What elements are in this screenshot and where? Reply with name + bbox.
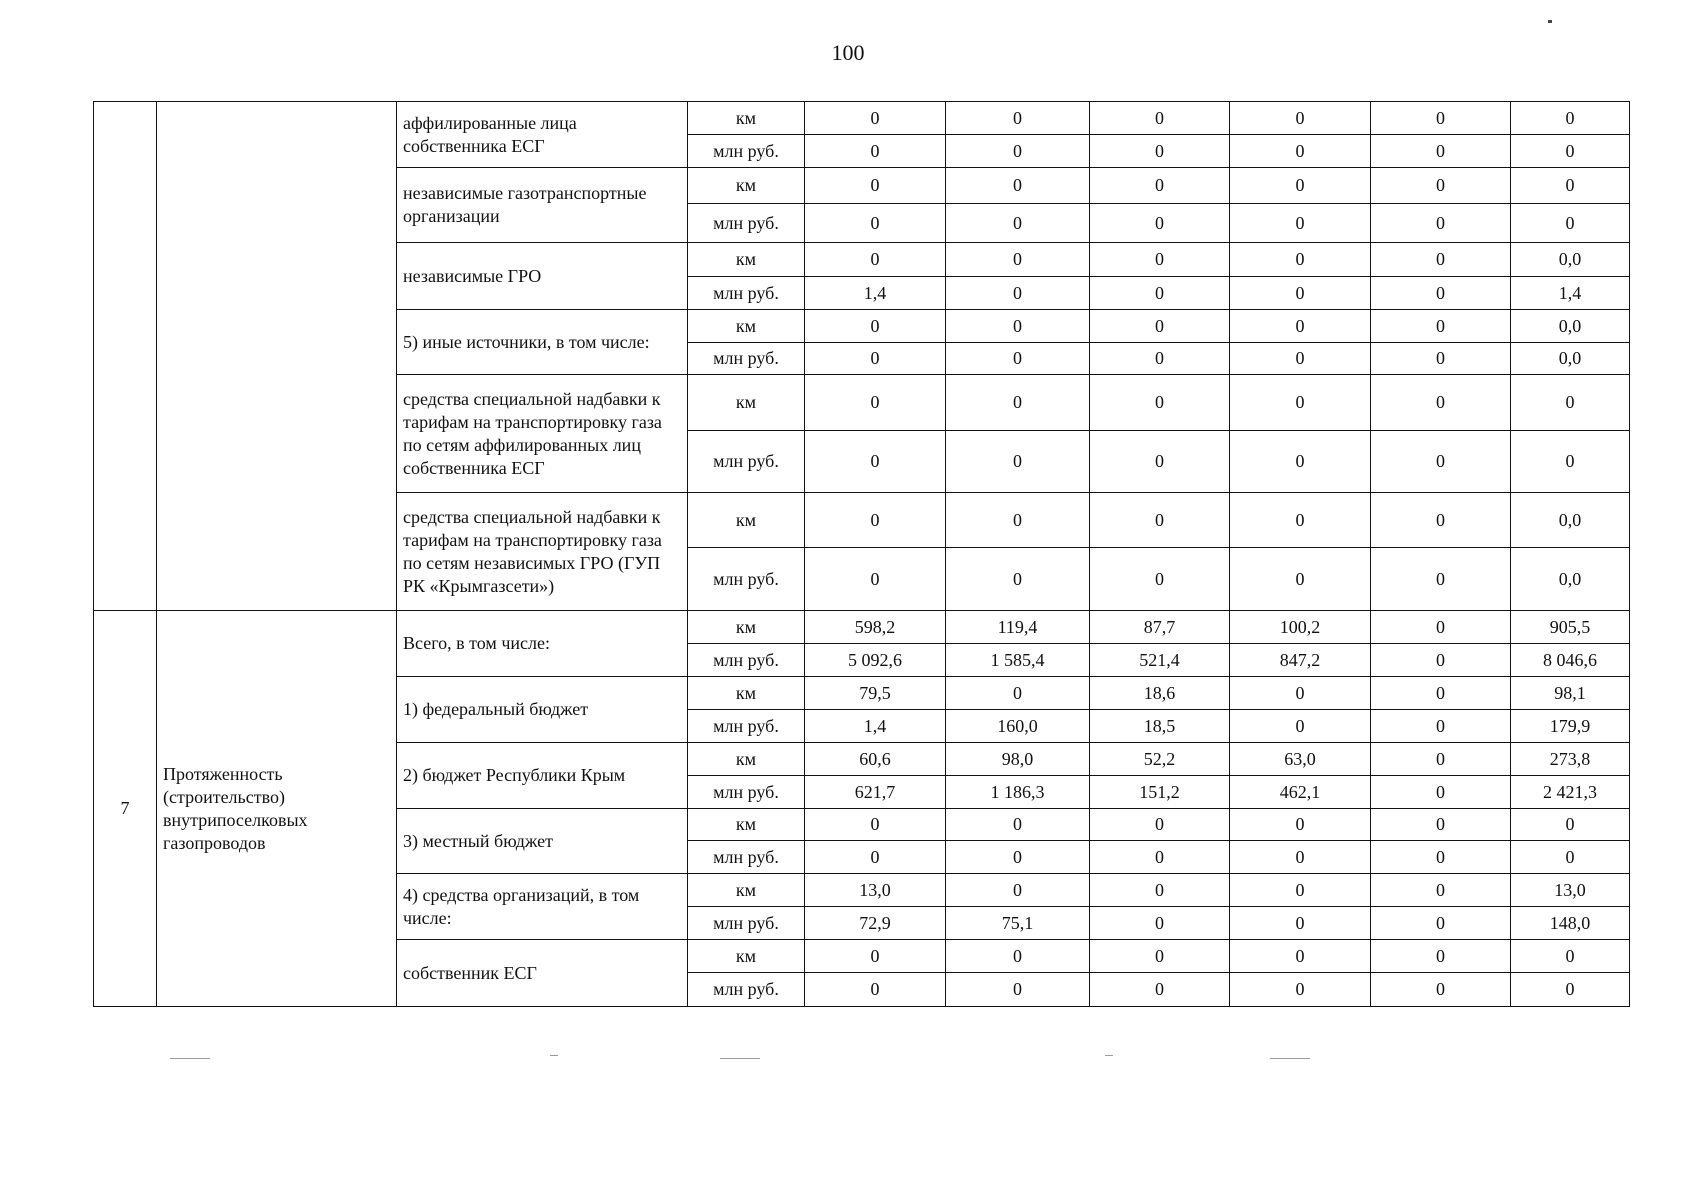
value-cell: 0 <box>805 493 946 548</box>
value-cell: 0 <box>1371 102 1511 135</box>
value-cell: 0 <box>1230 243 1371 277</box>
value-cell: 0 <box>1090 135 1230 168</box>
total-value-cell: 0 <box>1511 375 1630 431</box>
value-cell: 0 <box>1371 940 1511 973</box>
value-cell: 0 <box>1230 809 1371 841</box>
value-cell: 0 <box>1371 135 1511 168</box>
value-cell: 75,1 <box>946 907 1090 940</box>
value-cell: 0 <box>805 168 946 204</box>
unit-cell: км <box>688 310 805 343</box>
value-cell: 0 <box>1230 940 1371 973</box>
value-cell: 847,2 <box>1230 644 1371 677</box>
total-value-cell: 0 <box>1511 841 1630 874</box>
value-cell: 0 <box>946 677 1090 710</box>
value-cell: 0 <box>946 102 1090 135</box>
unit-cell: км <box>688 375 805 431</box>
value-cell: 0 <box>946 343 1090 375</box>
value-cell: 72,9 <box>805 907 946 940</box>
value-cell: 0 <box>1371 809 1511 841</box>
total-value-cell: 0,0 <box>1511 310 1630 343</box>
value-cell: 0 <box>1090 841 1230 874</box>
value-cell: 0 <box>946 548 1090 611</box>
unit-cell: млн руб. <box>688 277 805 310</box>
value-cell: 0 <box>805 135 946 168</box>
value-cell: 60,6 <box>805 743 946 776</box>
value-cell: 0 <box>1090 493 1230 548</box>
value-cell: 0 <box>1090 343 1230 375</box>
value-cell: 0 <box>1230 710 1371 743</box>
value-cell: 0 <box>1230 874 1371 907</box>
value-cell: 0 <box>805 973 946 1007</box>
unit-cell: км <box>688 809 805 841</box>
value-cell: 160,0 <box>946 710 1090 743</box>
value-cell: 151,2 <box>1090 776 1230 809</box>
unit-cell: млн руб. <box>688 710 805 743</box>
total-value-cell: 98,1 <box>1511 677 1630 710</box>
row-number-cell: 7 <box>94 611 157 1007</box>
value-cell: 0 <box>1090 973 1230 1007</box>
value-cell: 0 <box>1371 611 1511 644</box>
value-cell: 0 <box>1230 135 1371 168</box>
unit-cell: млн руб. <box>688 431 805 493</box>
value-cell: 87,7 <box>1090 611 1230 644</box>
value-cell: 0 <box>1371 343 1511 375</box>
value-cell: 598,2 <box>805 611 946 644</box>
unit-cell: млн руб. <box>688 204 805 243</box>
funding-source-cell: независимые газотранспортные организации <box>397 168 688 243</box>
value-cell: 0 <box>1371 277 1511 310</box>
value-cell: 0 <box>805 809 946 841</box>
funding-source-cell: средства специальной надбавки к тарифам на транспортировку газа по сетям аффилированных лиц собственника ЕСГ <box>397 375 688 493</box>
value-cell: 0 <box>1230 841 1371 874</box>
value-cell: 0 <box>805 375 946 431</box>
unit-cell: км <box>688 168 805 204</box>
unit-cell: км <box>688 493 805 548</box>
unit-cell: км <box>688 611 805 644</box>
value-cell: 0 <box>1090 907 1230 940</box>
value-cell: 0 <box>1230 168 1371 204</box>
indicator-cell <box>157 102 397 611</box>
value-cell: 462,1 <box>1230 776 1371 809</box>
scan-speck <box>550 1055 558 1056</box>
total-value-cell: 0,0 <box>1511 343 1630 375</box>
unit-cell: млн руб. <box>688 907 805 940</box>
value-cell: 0 <box>1230 310 1371 343</box>
value-cell: 0 <box>946 809 1090 841</box>
value-cell: 0 <box>1371 204 1511 243</box>
unit-cell: млн руб. <box>688 548 805 611</box>
value-cell: 0 <box>946 431 1090 493</box>
scan-speck <box>1105 1055 1113 1056</box>
value-cell: 0 <box>1371 431 1511 493</box>
unit-cell: млн руб. <box>688 841 805 874</box>
funding-source-cell: Всего, в том числе: <box>397 611 688 677</box>
unit-cell: км <box>688 940 805 973</box>
value-cell: 79,5 <box>805 677 946 710</box>
scan-speck <box>1548 20 1552 23</box>
total-value-cell: 0 <box>1511 809 1630 841</box>
unit-cell: км <box>688 102 805 135</box>
total-value-cell: 179,9 <box>1511 710 1630 743</box>
value-cell: 0 <box>1230 677 1371 710</box>
funding-source-cell: 4) средства организаций, в том числе: <box>397 874 688 940</box>
table-row <box>94 102 1630 135</box>
value-cell: 119,4 <box>946 611 1090 644</box>
value-cell: 0 <box>1371 743 1511 776</box>
value-cell: 0 <box>1230 343 1371 375</box>
value-cell: 0 <box>1090 809 1230 841</box>
value-cell: 0 <box>946 841 1090 874</box>
total-value-cell: 0 <box>1511 102 1630 135</box>
table-row <box>94 611 1630 644</box>
value-cell: 0 <box>1230 277 1371 310</box>
funding-source-cell: собственник ЕСГ <box>397 940 688 1007</box>
value-cell: 0 <box>1371 493 1511 548</box>
value-cell: 0 <box>946 874 1090 907</box>
total-value-cell: 2 421,3 <box>1511 776 1630 809</box>
total-value-cell: 0,0 <box>1511 548 1630 611</box>
value-cell: 0 <box>805 343 946 375</box>
value-cell: 0 <box>805 940 946 973</box>
page-number: 100 <box>831 40 865 65</box>
value-cell: 0 <box>1371 973 1511 1007</box>
value-cell: 0 <box>1371 841 1511 874</box>
value-cell: 0 <box>946 168 1090 204</box>
value-cell: 0 <box>805 841 946 874</box>
unit-cell: млн руб. <box>688 135 805 168</box>
value-cell: 0 <box>805 243 946 277</box>
value-cell: 0 <box>1371 548 1511 611</box>
value-cell: 0 <box>1090 277 1230 310</box>
value-cell: 0 <box>1371 310 1511 343</box>
value-cell: 0 <box>1371 375 1511 431</box>
value-cell: 0 <box>1230 204 1371 243</box>
value-cell: 5 092,6 <box>805 644 946 677</box>
value-cell: 0 <box>1230 493 1371 548</box>
scan-speck <box>720 1058 760 1059</box>
total-value-cell: 8 046,6 <box>1511 644 1630 677</box>
value-cell: 0 <box>805 431 946 493</box>
value-cell: 0 <box>946 243 1090 277</box>
value-cell: 0 <box>946 310 1090 343</box>
value-cell: 0 <box>946 277 1090 310</box>
value-cell: 0 <box>1371 677 1511 710</box>
value-cell: 0 <box>805 548 946 611</box>
value-cell: 0 <box>1090 204 1230 243</box>
value-cell: 0 <box>1090 310 1230 343</box>
value-cell: 0 <box>946 135 1090 168</box>
value-cell: 0 <box>946 973 1090 1007</box>
value-cell: 0 <box>1230 548 1371 611</box>
total-value-cell: 0 <box>1511 204 1630 243</box>
funding-source-cell: 2) бюджет Республики Крым <box>397 743 688 809</box>
value-cell: 0 <box>1090 102 1230 135</box>
total-value-cell: 0 <box>1511 168 1630 204</box>
total-value-cell: 0 <box>1511 940 1630 973</box>
funding-source-cell: аффилированные лица собственника ЕСГ <box>397 102 688 168</box>
value-cell: 0 <box>1090 168 1230 204</box>
funding-source-cell: независимые ГРО <box>397 243 688 310</box>
unit-cell: км <box>688 874 805 907</box>
value-cell: 0 <box>946 940 1090 973</box>
value-cell: 0 <box>1090 243 1230 277</box>
value-cell: 0 <box>1090 940 1230 973</box>
value-cell: 63,0 <box>1230 743 1371 776</box>
total-value-cell: 905,5 <box>1511 611 1630 644</box>
value-cell: 0 <box>946 204 1090 243</box>
unit-cell: млн руб. <box>688 343 805 375</box>
financing-table <box>93 101 1630 1007</box>
scan-speck <box>170 1058 210 1059</box>
row-number-cell <box>94 102 157 611</box>
total-value-cell: 148,0 <box>1511 907 1630 940</box>
value-cell: 1,4 <box>805 710 946 743</box>
indicator-cell: Протяженность (строительство) внутрипоселковых газопроводов <box>157 611 397 1007</box>
value-cell: 0 <box>1090 874 1230 907</box>
unit-cell: млн руб. <box>688 973 805 1007</box>
value-cell: 98,0 <box>946 743 1090 776</box>
unit-cell: км <box>688 243 805 277</box>
value-cell: 0 <box>1371 874 1511 907</box>
value-cell: 0 <box>1371 644 1511 677</box>
value-cell: 0 <box>805 310 946 343</box>
value-cell: 1 186,3 <box>946 776 1090 809</box>
total-value-cell: 0,0 <box>1511 243 1630 277</box>
value-cell: 1,4 <box>805 277 946 310</box>
total-value-cell: 0 <box>1511 973 1630 1007</box>
unit-cell: млн руб. <box>688 776 805 809</box>
value-cell: 100,2 <box>1230 611 1371 644</box>
value-cell: 0 <box>1371 710 1511 743</box>
total-value-cell: 273,8 <box>1511 743 1630 776</box>
value-cell: 0 <box>1371 907 1511 940</box>
value-cell: 0 <box>1230 102 1371 135</box>
value-cell: 1 585,4 <box>946 644 1090 677</box>
value-cell: 52,2 <box>1090 743 1230 776</box>
value-cell: 0 <box>1230 907 1371 940</box>
funding-source-cell: 3) местный бюджет <box>397 809 688 874</box>
total-value-cell: 0,0 <box>1511 493 1630 548</box>
value-cell: 0 <box>1090 431 1230 493</box>
value-cell: 0 <box>805 204 946 243</box>
unit-cell: км <box>688 677 805 710</box>
value-cell: 0 <box>1371 243 1511 277</box>
table-body <box>94 102 1630 1007</box>
value-cell: 0 <box>1230 431 1371 493</box>
total-value-cell: 0 <box>1511 135 1630 168</box>
value-cell: 521,4 <box>1090 644 1230 677</box>
value-cell: 0 <box>805 102 946 135</box>
value-cell: 0 <box>1230 973 1371 1007</box>
value-cell: 18,5 <box>1090 710 1230 743</box>
value-cell: 0 <box>1090 375 1230 431</box>
unit-cell: млн руб. <box>688 644 805 677</box>
scan-speck <box>1270 1058 1310 1059</box>
unit-cell: км <box>688 743 805 776</box>
total-value-cell: 13,0 <box>1511 874 1630 907</box>
value-cell: 13,0 <box>805 874 946 907</box>
value-cell: 18,6 <box>1090 677 1230 710</box>
funding-source-cell: 1) федеральный бюджет <box>397 677 688 743</box>
value-cell: 0 <box>1371 776 1511 809</box>
total-value-cell: 0 <box>1511 431 1630 493</box>
value-cell: 0 <box>1230 375 1371 431</box>
value-cell: 0 <box>946 493 1090 548</box>
value-cell: 0 <box>1090 548 1230 611</box>
value-cell: 0 <box>1371 168 1511 204</box>
value-cell: 0 <box>946 375 1090 431</box>
total-value-cell: 1,4 <box>1511 277 1630 310</box>
funding-source-cell: средства специальной надбавки к тарифам на транспортировку газа по сетям независимых ГРО (ГУП РК «Крымгазсети») <box>397 493 688 611</box>
funding-source-cell: 5) иные источники, в том числе: <box>397 310 688 375</box>
value-cell: 621,7 <box>805 776 946 809</box>
